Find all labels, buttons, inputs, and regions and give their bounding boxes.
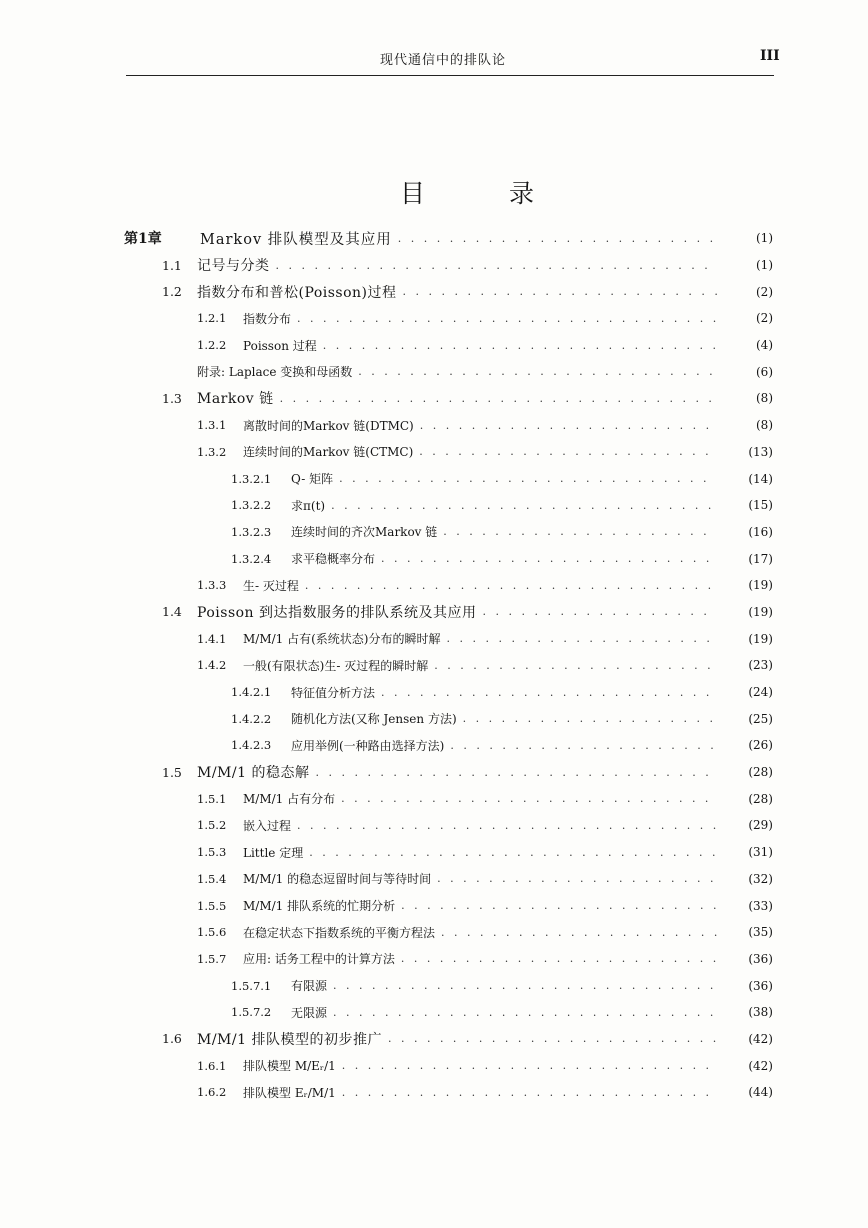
toc-dot-leader: [358, 365, 717, 378]
toc-dot-leader: [309, 846, 717, 859]
toc-entry-title: M/M/1 排队模型的初步推广: [197, 1031, 382, 1048]
toc-dot-leader: [333, 979, 717, 992]
toc-dot-leader: [446, 632, 717, 645]
toc-entry-page: (15): [748, 498, 773, 513]
toc-entry-title: 生- 灭过程: [243, 578, 299, 593]
toc-entry: [0, 892, 868, 919]
toc-entry-title: 排队模型 M/Eᵣ/1: [243, 1059, 336, 1074]
toc-dot-leader: [403, 285, 718, 298]
toc-entry-number: 1.4.2: [197, 658, 227, 673]
toc-entry-page: (36): [748, 978, 773, 993]
toc-entry-title: Markov 链: [197, 391, 274, 408]
toc-entry: [0, 385, 868, 412]
toc-entry-page: (35): [748, 925, 773, 940]
toc-dot-leader: [434, 659, 717, 672]
toc-entry-number: 1.5.2: [197, 818, 227, 833]
toc-entry-number: 1.3: [162, 390, 182, 406]
toc-entry-number: 第1章: [124, 231, 162, 248]
toc-dot-leader: [323, 339, 717, 352]
toc-entry: [0, 999, 868, 1026]
toc-entry-title: 连续时间的Markov 链(CTMC): [243, 445, 414, 460]
toc-dot-leader: [341, 792, 717, 805]
toc-entry-number: 1.5.7.1: [231, 978, 272, 993]
toc-entry-title: M/M/1 的稳态解: [197, 765, 310, 782]
toc-entry-number: 1.5.6: [197, 925, 227, 940]
toc-entry-number: 1.2.2: [197, 338, 227, 353]
toc-entry-title: Poisson 过程: [243, 338, 317, 353]
toc-dot-leader: [280, 392, 717, 405]
toc-dot-leader: [276, 259, 718, 272]
toc-entry-page: (42): [748, 1058, 773, 1073]
toc-entry-page: (17): [748, 551, 773, 566]
toc-entry-page: (25): [748, 711, 773, 726]
toc-entry-title: 特征值分析方法: [291, 685, 376, 700]
toc-dot-leader: [419, 445, 717, 458]
toc-entry: [0, 225, 868, 252]
toc-entry: [0, 305, 868, 332]
toc-entry-page: (8): [756, 418, 773, 433]
toc-entry: [0, 625, 868, 652]
toc-entry-number: 1.4.2.2: [231, 711, 272, 726]
toc-dot-leader: [297, 819, 717, 832]
toc-entry: [0, 599, 868, 626]
toc-entry-number: 1.2: [162, 284, 182, 300]
toc-entry-title: 有限源: [291, 979, 328, 994]
toc-entry: [0, 1079, 868, 1106]
toc-dot-leader: [342, 1086, 717, 1099]
toc-entry: [0, 492, 868, 519]
toc-entry-page: (8): [756, 391, 773, 406]
toc-entry-title: 随机化方法(又称 Jensen 方法): [291, 712, 457, 727]
toc-entry-page: (42): [748, 1031, 773, 1046]
toc-entry-title: 排队模型 Eᵣ/M/1: [243, 1085, 336, 1100]
toc-entry: [0, 679, 868, 706]
toc-entry-title: 嵌入过程: [243, 818, 292, 833]
toc-entry-title: M/M/1 占有(系统状态)分布的瞬时解: [243, 632, 441, 647]
toc-entry-number: 1.3.2.2: [231, 498, 272, 513]
toc-entry-number: 1.5.5: [197, 898, 227, 913]
toc-entry-number: 1.3.1: [197, 418, 227, 433]
toc-dot-leader: [305, 579, 717, 592]
toc-entry-title: Markov 排队模型及其应用: [200, 231, 392, 248]
toc-entry-page: (19): [748, 631, 773, 646]
toc-entry-page: (36): [748, 951, 773, 966]
toc-entry-page: (28): [748, 765, 773, 780]
toc-entry-number: 1.5.4: [197, 871, 227, 886]
toc-entry-number: 1.1: [162, 257, 182, 273]
toc-entry-page: (1): [756, 258, 773, 273]
toc-entry-number: 1.5: [162, 764, 182, 780]
page-header-title: 现代通信中的排队论: [380, 53, 507, 68]
toc-entry-title: 附录: Laplace 变换和母函数: [197, 365, 353, 380]
toc-entry-page: (2): [756, 311, 773, 326]
toc-entry-number: 1.2.1: [197, 311, 227, 326]
toc-entry-page: (4): [756, 338, 773, 353]
toc-entry: [0, 652, 868, 679]
toc-dot-leader: [441, 926, 717, 939]
toc-entry: [0, 519, 868, 546]
toc-dot-leader: [331, 499, 717, 512]
toc-entry-page: (28): [748, 791, 773, 806]
toc-entry-number: 1.5.7: [197, 951, 227, 966]
toc-entry-page: (44): [748, 1085, 773, 1100]
toc-entry-number: 1.5.3: [197, 845, 227, 860]
toc-entry: [0, 866, 868, 893]
toc-entry-number: 1.4: [162, 604, 182, 620]
toc-entry-title: 无限源: [291, 1005, 328, 1020]
toc-entry-page: (19): [748, 604, 773, 619]
toc-entry: [0, 252, 868, 279]
toc-entry-number: 1.4.1: [197, 631, 227, 646]
toc-entry: [0, 439, 868, 466]
toc-entry-number: 1.5.7.2: [231, 1005, 272, 1020]
toc-dot-leader: [420, 419, 717, 432]
toc-entry: [0, 759, 868, 786]
toc-dot-leader: [401, 952, 717, 965]
toc-entry-number: 1.4.2.1: [231, 685, 272, 700]
toc-entry-page: (1): [756, 231, 773, 246]
toc-entry-page: (23): [748, 658, 773, 673]
toc-entry-title: M/M/1 排队系统的忙期分析: [243, 899, 396, 914]
toc-entry-number: 1.3.3: [197, 578, 227, 593]
toc-entry-number: 1.6.2: [197, 1085, 227, 1100]
toc-entry: [0, 705, 868, 732]
toc-dot-leader: [315, 766, 717, 779]
toc-entry-page: (38): [748, 1005, 773, 1020]
toc-entry: [0, 545, 868, 572]
toc-entry-title: 应用: 话务工程中的计算方法: [243, 952, 395, 967]
toc-entry-number: 1.6.1: [197, 1058, 227, 1073]
toc-entry-title: 在稳定状态下指数系统的平衡方程法: [243, 925, 436, 940]
toc-dot-leader: [443, 525, 717, 538]
toc-dot-leader: [398, 232, 717, 245]
toc-heading: 目 录: [400, 179, 572, 208]
toc-entry: [0, 972, 868, 999]
toc-entry-page: (29): [748, 818, 773, 833]
toc-entry-title: 求平稳概率分布: [291, 552, 376, 567]
toc-dot-leader: [401, 899, 717, 912]
toc-entry: [0, 732, 868, 759]
toc-entry: [0, 839, 868, 866]
toc-entry-number: 1.3.2.1: [231, 471, 272, 486]
toc-entry-title: 指数分布和普松(Poisson)过程: [197, 284, 397, 301]
toc-entry: [0, 1026, 868, 1053]
toc-entry: [0, 1052, 868, 1079]
toc-dot-leader: [381, 686, 717, 699]
toc-entry-number: 1.3.2.4: [231, 551, 272, 566]
toc-entry: [0, 946, 868, 973]
toc-entry-page: (33): [748, 898, 773, 913]
toc-entry: [0, 785, 868, 812]
toc-dot-leader: [381, 552, 717, 565]
toc-entry-number: 1.6: [162, 1031, 182, 1047]
toc-entry: [0, 465, 868, 492]
toc-entry-number: 1.3.2: [197, 444, 227, 459]
toc-entry-title: 指数分布: [243, 311, 292, 326]
toc-entry-page: (19): [748, 578, 773, 593]
toc-entry-title: Poisson 到达指数服务的排队系统及其应用: [197, 604, 477, 621]
toc-dot-leader: [437, 872, 717, 885]
toc-dot-leader: [450, 739, 717, 752]
toc-entry: [0, 919, 868, 946]
toc-entry-page: (14): [748, 471, 773, 486]
toc-entry-title: M/M/1 占有分布: [243, 792, 336, 807]
toc-entry: [0, 412, 868, 439]
toc-entry-title: Q- 矩阵: [291, 472, 334, 487]
toc-dot-leader: [388, 1032, 717, 1045]
toc-entry: [0, 358, 868, 385]
toc-entry-page: (31): [748, 845, 773, 860]
toc-entry-page: (6): [756, 364, 773, 379]
toc-entry: [0, 278, 868, 305]
toc-entry-title: 连续时间的齐次Markov 链: [291, 525, 438, 540]
page-number: III: [760, 48, 780, 64]
toc-dot-leader: [342, 1059, 717, 1072]
toc-entry-title: 应用举例(一种路由选择方法): [291, 738, 445, 753]
toc-entry-page: (2): [756, 284, 773, 299]
toc-entry-title: 求π(t): [291, 498, 326, 513]
toc-entry-page: (32): [748, 871, 773, 886]
toc-entry-page: (24): [748, 685, 773, 700]
toc-dot-leader: [483, 605, 717, 618]
toc-entry-title: 记号与分类: [197, 258, 270, 275]
toc-dot-leader: [463, 712, 717, 725]
header-rule: [126, 75, 774, 76]
toc-entry-title: M/M/1 的稳态逗留时间与等待时间: [243, 872, 432, 887]
toc-entry-page: (16): [748, 524, 773, 539]
toc-entry: [0, 332, 868, 359]
toc-entry: [0, 572, 868, 599]
toc-entry-number: 1.3.2.3: [231, 524, 272, 539]
toc-dot-leader: [333, 1006, 717, 1019]
toc-dot-leader: [339, 472, 717, 485]
toc-dot-leader: [297, 312, 717, 325]
toc-entry-page: (26): [748, 738, 773, 753]
toc-entry-number: 1.4.2.3: [231, 738, 272, 753]
toc-entry-title: 一般(有限状态)生- 灭过程的瞬时解: [243, 658, 429, 673]
toc-entry-number: 1.5.1: [197, 791, 227, 806]
toc-entry: [0, 812, 868, 839]
toc-entry-title: 离散时间的Markov 链(DTMC): [243, 418, 414, 433]
toc-list: [0, 225, 868, 1106]
toc-entry-title: Little 定理: [243, 845, 304, 860]
toc-entry-page: (13): [748, 444, 773, 459]
